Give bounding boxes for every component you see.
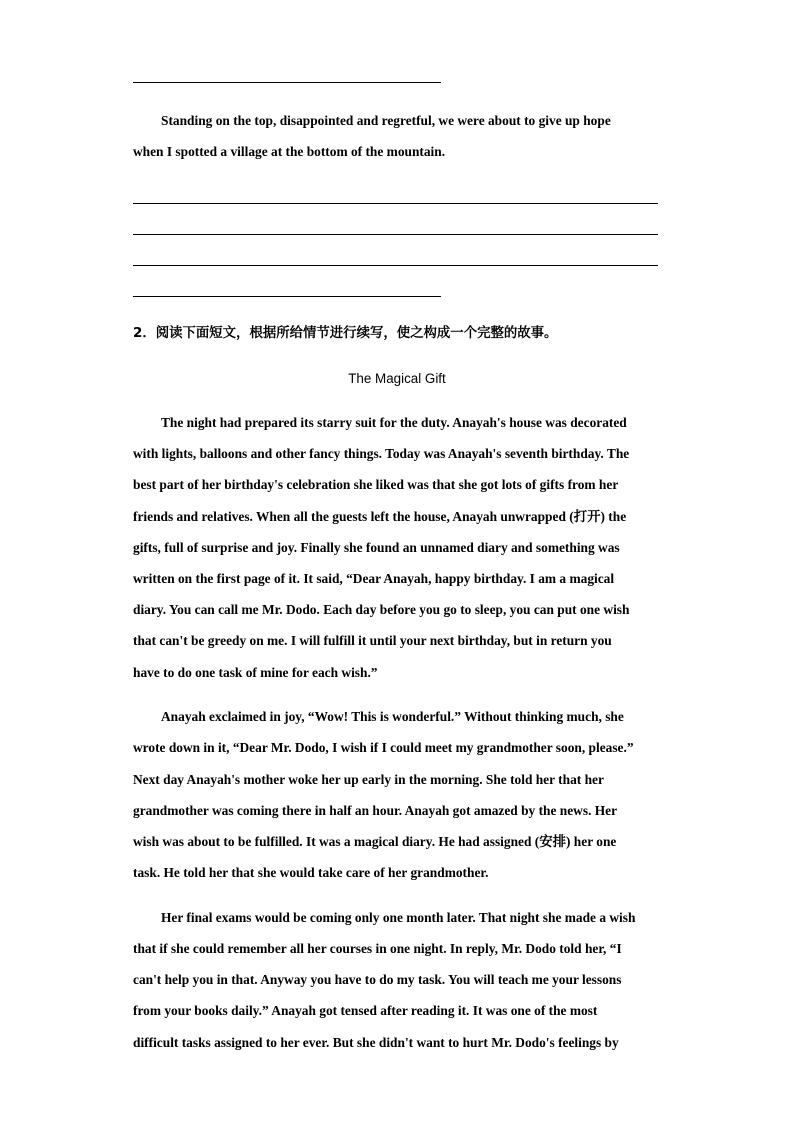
paragraph2-line: task. He told her that she would take care of her grandmother. bbox=[133, 865, 489, 880]
paragraph3-line: Her final exams would be coming only one month later. That night she made a wish bbox=[161, 910, 636, 925]
continuation-line: Standing on the top, disappointed and regretful, we were about to give up hope bbox=[161, 113, 611, 128]
paragraph2-line: wrote down in it, “Dear Mr. Dodo, I wish if I could meet my grandmother soon, please.” bbox=[133, 740, 634, 755]
continuation-line: when I spotted a village at the bottom of the mountain. bbox=[133, 144, 446, 159]
paragraph3-line: difficult tasks assigned to her ever. But she didn't want to hurt Mr. Dodo's feelings by bbox=[133, 1035, 619, 1050]
answer-line bbox=[133, 82, 441, 83]
question-heading: 2．阅读下面短文，根据所给情节进行续写，使之构成一个完整的故事。 bbox=[133, 326, 558, 341]
paragraph3-line: can't help you in that. Anyway you have to do my task. You will teach me your lessons bbox=[133, 972, 622, 987]
paragraph2-line: Anayah exclaimed in joy, “Wow! This is wonderful.” Without thinking much, she bbox=[161, 709, 624, 724]
answer-line bbox=[133, 234, 658, 235]
paragraph1-line: friends and relatives. When all the guests left the house, Anayah unwrapped (打开) the bbox=[133, 509, 627, 524]
paragraph3-line: from your books daily.” Anayah got tensed after reading it. It was one of the most bbox=[133, 1003, 598, 1018]
paragraph1-line: diary. You can call me Mr. Dodo. Each day before you go to sleep, you can put one wish bbox=[133, 602, 630, 617]
paragraph1-line: with lights, balloons and other fancy things. Today was Anayah's seventh birthday. The bbox=[133, 446, 630, 461]
paragraph1-line: that can't be greedy on me. I will fulfill it until your next birthday, but in return you bbox=[133, 633, 612, 648]
answer-line bbox=[133, 265, 658, 266]
paragraph2-line: Next day Anayah's mother woke her up early in the morning. She told her that her bbox=[133, 772, 604, 787]
paragraph1-line: have to do one task of mine for each wish.” bbox=[133, 665, 378, 680]
answer-line bbox=[133, 203, 658, 204]
paragraph2-line: grandmother was coming there in half an hour. Anayah got amazed by the news. Her bbox=[133, 803, 618, 818]
paragraph1-line: best part of her birthday's celebration she liked was that she got lots of gifts from her bbox=[133, 477, 619, 492]
paragraph1-line: gifts, full of surprise and joy. Finally she found an unnamed diary and something was bbox=[133, 540, 620, 555]
answer-line bbox=[133, 296, 441, 297]
story-title: The Magical Gift bbox=[348, 371, 446, 386]
paragraph1-line: written on the first page of it. It said, “Dear Anayah, happy birthday. I am a magical bbox=[133, 571, 615, 586]
paragraph1-line: The night had prepared its starry suit for the duty. Anayah's house was decorated bbox=[161, 415, 627, 430]
paragraph3-line: that if she could remember all her courses in one night. In reply, Mr. Dodo told her, “I bbox=[133, 941, 622, 956]
paragraph2-line: wish was about to be fulfilled. It was a magical diary. He had assigned (安排) her one bbox=[133, 834, 617, 849]
